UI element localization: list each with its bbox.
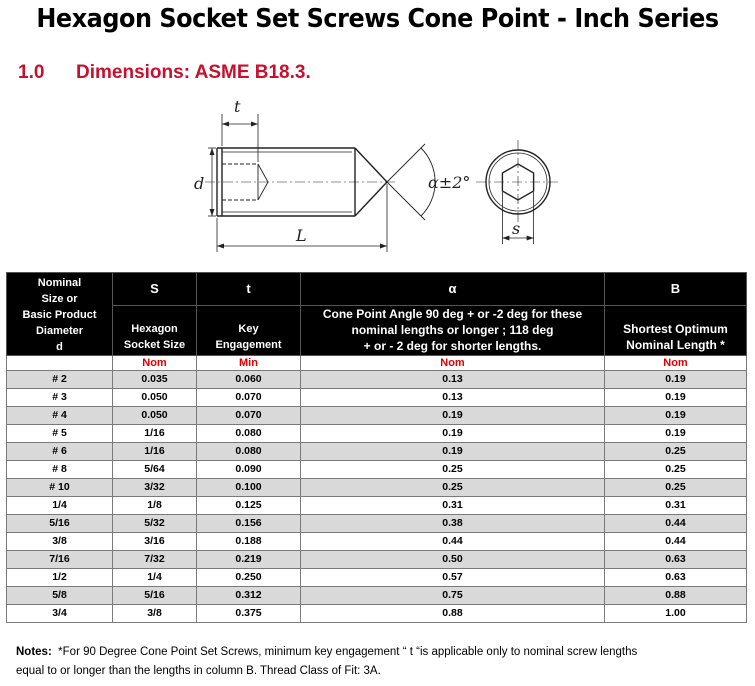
cell-b: 0.19: [605, 425, 747, 443]
section-label: Dimensions: ASME B18.3.: [76, 62, 311, 83]
cell-t: 0.219: [197, 551, 301, 569]
cell-d: 3/4: [7, 605, 113, 623]
section-heading: [18, 62, 311, 84]
cell-a: 0.57: [301, 569, 605, 587]
cell-t: 0.250: [197, 569, 301, 587]
cell-s: 1/16: [113, 425, 197, 443]
cell-d: # 2: [7, 371, 113, 389]
units-row: [7, 356, 747, 371]
cell-d: # 6: [7, 443, 113, 461]
table-row: [7, 461, 747, 479]
cell-d: # 5: [7, 425, 113, 443]
cell-d: 1/4: [7, 497, 113, 515]
cell-s: 5/32: [113, 515, 197, 533]
notes-line-1: *For 90 Degree Cone Point Set Screws, minimum key engagement “ t “is applicable only to nominal screw lengths: [58, 646, 638, 658]
header-alpha-label: Cone Point Angle 90 deg + or -2 deg for these nominal lengths or longer ; 118 deg + or - 2 deg for shorter lengths.: [301, 306, 605, 356]
cell-b: 0.19: [605, 407, 747, 425]
label-s: s: [512, 219, 521, 238]
cell-b: 0.25: [605, 443, 747, 461]
label-t: t: [234, 97, 241, 116]
cell-t: 0.090: [197, 461, 301, 479]
cell-t: 0.080: [197, 443, 301, 461]
cell-b: 0.44: [605, 533, 747, 551]
cell-s: 1/16: [113, 443, 197, 461]
cell-s: 5/64: [113, 461, 197, 479]
header-b-symbol: B: [605, 273, 747, 306]
cell-a: 0.19: [301, 425, 605, 443]
cell-b: 0.19: [605, 389, 747, 407]
table-row: [7, 425, 747, 443]
unit-s: Nom: [113, 356, 197, 371]
cell-t: 0.312: [197, 587, 301, 605]
header-d: Nominal Size or Basic Product Diameter d: [7, 273, 113, 356]
cell-t: 0.070: [197, 389, 301, 407]
cell-d: # 3: [7, 389, 113, 407]
cell-b: 0.63: [605, 569, 747, 587]
cell-d: # 8: [7, 461, 113, 479]
cell-s: 7/32: [113, 551, 197, 569]
cell-s: 1/4: [113, 569, 197, 587]
cell-b: 0.25: [605, 479, 747, 497]
cell-b: 1.00: [605, 605, 747, 623]
cell-s: 3/32: [113, 479, 197, 497]
cell-d: # 10: [7, 479, 113, 497]
cell-a: 0.19: [301, 443, 605, 461]
cell-b: 0.25: [605, 461, 747, 479]
table-row: [7, 443, 747, 461]
cell-d: 5/8: [7, 587, 113, 605]
header-t-label: Key Engagement: [197, 306, 301, 356]
cell-b: 0.88: [605, 587, 747, 605]
cell-t: 0.060: [197, 371, 301, 389]
header-t-symbol: t: [197, 273, 301, 306]
cell-t: 0.375: [197, 605, 301, 623]
cell-s: 1/8: [113, 497, 197, 515]
cell-a: 0.31: [301, 497, 605, 515]
page-title: Hexagon Socket Set Screws Cone Point - Inch Series: [36, 4, 719, 34]
table-row: [7, 533, 747, 551]
cell-d: 1/2: [7, 569, 113, 587]
header-s-label: Hexagon Socket Size: [113, 306, 197, 356]
cell-s: 0.050: [113, 389, 197, 407]
notes: [16, 643, 746, 681]
section-number: 1.0: [18, 62, 45, 83]
cell-d: 5/16: [7, 515, 113, 533]
table-row: [7, 515, 747, 533]
cell-b: 0.19: [605, 371, 747, 389]
cell-a: 0.13: [301, 371, 605, 389]
notes-line-2: equal to or longer than the lengths in column B. Thread Class of Fit: 3A.: [16, 665, 381, 677]
cell-a: 0.25: [301, 479, 605, 497]
cell-a: 0.50: [301, 551, 605, 569]
cell-s: 3/8: [113, 605, 197, 623]
cell-t: 0.080: [197, 425, 301, 443]
cell-t: 0.188: [197, 533, 301, 551]
unit-b: Nom: [605, 356, 747, 371]
notes-label: Notes:: [16, 646, 52, 658]
cell-d: 7/16: [7, 551, 113, 569]
cell-t: 0.125: [197, 497, 301, 515]
table-row: [7, 587, 747, 605]
unit-t: Min: [197, 356, 301, 371]
cell-b: 0.63: [605, 551, 747, 569]
header-s-symbol: S: [113, 273, 197, 306]
table-row: [7, 479, 747, 497]
cell-t: 0.100: [197, 479, 301, 497]
cell-a: 0.25: [301, 461, 605, 479]
table-row: [7, 389, 747, 407]
cell-t: 0.156: [197, 515, 301, 533]
cell-b: 0.31: [605, 497, 747, 515]
cell-a: 0.38: [301, 515, 605, 533]
cell-s: 5/16: [113, 587, 197, 605]
unit-a: Nom: [301, 356, 605, 371]
cell-s: 3/16: [113, 533, 197, 551]
unit-d: [7, 356, 113, 371]
table-row: [7, 569, 747, 587]
cell-b: 0.44: [605, 515, 747, 533]
table-row: [7, 497, 747, 515]
set-screw-drawing: [150, 92, 600, 264]
table-row: [7, 407, 747, 425]
cell-a: 0.44: [301, 533, 605, 551]
table-row: [7, 371, 747, 389]
table-row: [7, 551, 747, 569]
cell-s: 0.035: [113, 371, 197, 389]
cell-d: # 4: [7, 407, 113, 425]
dimensions-table: [6, 272, 747, 623]
cell-a: 0.13: [301, 389, 605, 407]
cell-a: 0.75: [301, 587, 605, 605]
cell-d: 3/8: [7, 533, 113, 551]
label-d: d: [194, 174, 205, 193]
cell-t: 0.070: [197, 407, 301, 425]
cell-s: 0.050: [113, 407, 197, 425]
label-alpha: α±2°: [428, 173, 471, 192]
cell-a: 0.88: [301, 605, 605, 623]
header-b-label: Shortest Optimum Nominal Length *: [605, 306, 747, 356]
table-row: [7, 605, 747, 623]
cell-a: 0.19: [301, 407, 605, 425]
label-L: L: [296, 226, 307, 245]
header-alpha-symbol: α: [301, 273, 605, 306]
